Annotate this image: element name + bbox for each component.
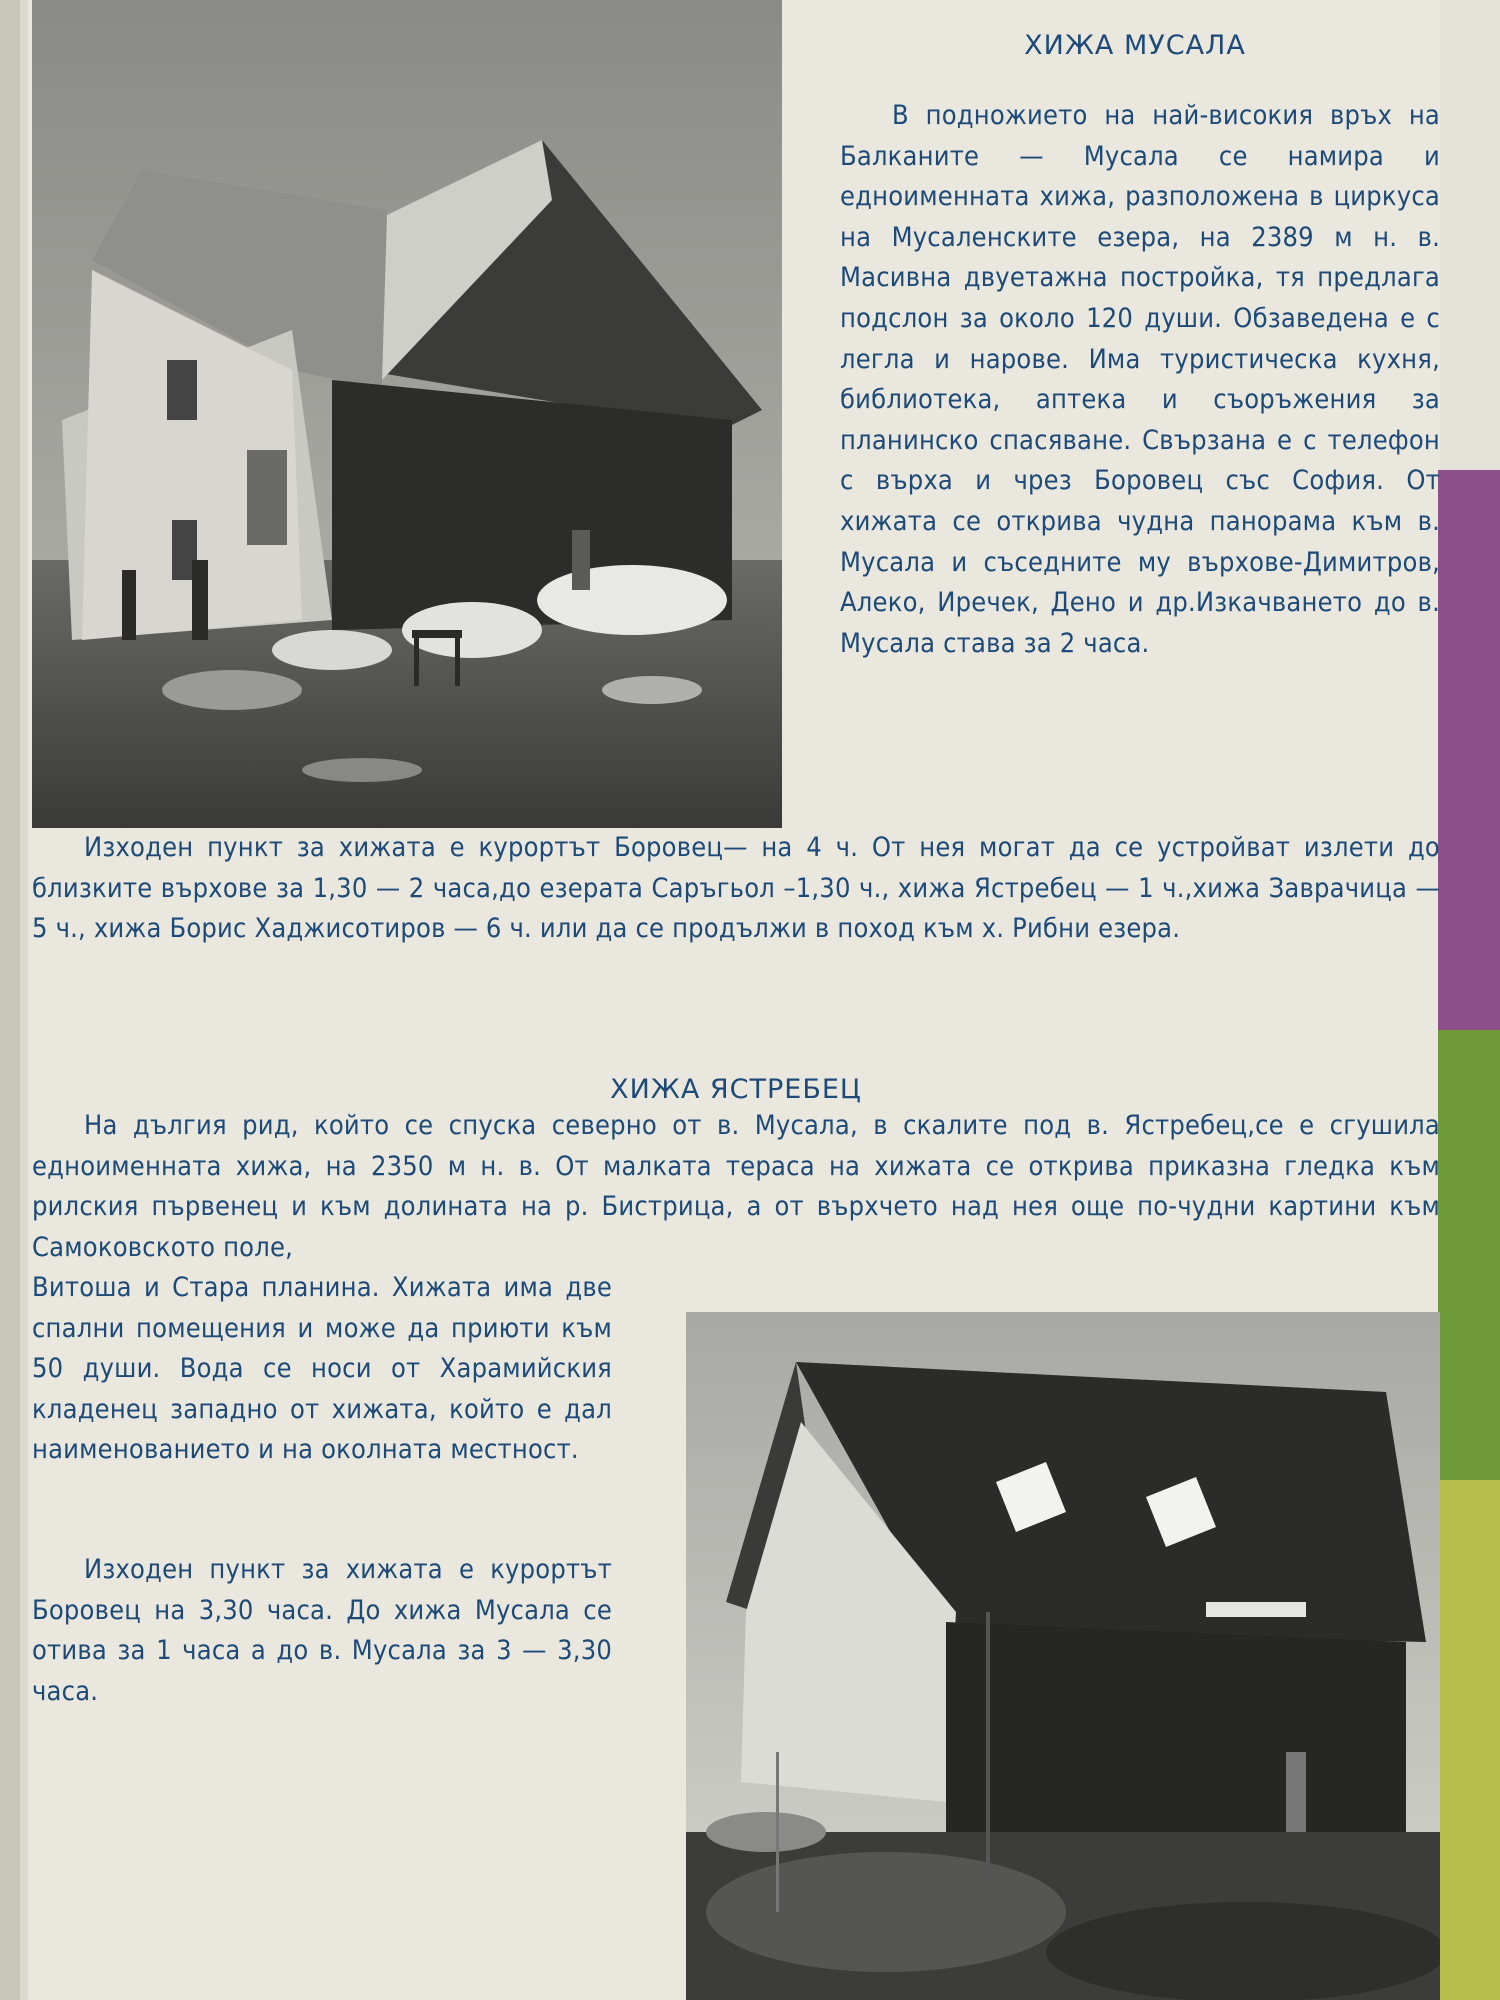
musala-routes: Изходен пункт за хижата е курортът Боровец— на 4 ч. От нея могат да се устройват излети до близките върхове за 1,30 — 2 часа,до езерата Саръгьол –1,30 ч., хижа Ястребец — 1 ч.,хижа Заврачица — 5 ч., хижа Борис Хаджисотиров — 6 ч. или да се продължи в поход към х. Рибни езера. [32,832,1440,945]
adjacent-page-strip-green [1438,1030,1500,1480]
musala-description: В подножието на най-високия връх на Балканите — Мусала се намира и едноименната хижа, разположена в циркуса на Мусаленските езера, на 2389 м н. в. Масивна двуетажна постройка, тя предлага подслон за около 120 души. Обзаведена е с легла и нарове. Има туристическа кухня, библиотека, аптека и съоръжения за планинско спасяване. Свързана е с телефон с върха и чрез Боровец със София. От хижата се открива чудна панорама към в. Мусала и съседните му върхове-Димитров, Алеко, Иречек, Дено и др.Изкачването до в. Мусала става за 2 часа. [840,100,1440,659]
musala-title: ХИЖА МУСАЛА [1024,30,1246,61]
adjacent-page-strip-purple [1438,470,1500,1030]
yastrebets-title: ХИЖА ЯСТРЕБЕЦ [610,1074,862,1105]
yastrebets-intro: На дългия рид, който се спуска северно от в. Мусала, в скалите под в. Ястребец,се е сгушила едноименната хижа, на 2350 м н. в. От малката тераса на хижата се открива приказна гледка към рилския първенец и към долината на р. Бистрица, а от върхчето над нея още по-чудни картини към Самоковското поле, [32,1110,1440,1263]
yastrebets-routes: Изходен пункт за хижата е курортът Боровец на 3,30 часа. До хижа Мусала се отива за 1 часа а до в. Мусала за 3 — 3,30 часа. [32,1554,612,1707]
yastrebets-hut-photo [686,1312,1440,2000]
adjacent-page-strip-yellow [1438,1480,1500,2000]
yastrebets-description: Витоша и Стара планина. Хижата има две спални помещения и може да приюти към 50 души. Вода се носи от Харамийския кладенец западно от хижата, който е дал наименованието и на околната местност. [32,1272,612,1466]
musala-hut-photo [32,0,782,828]
